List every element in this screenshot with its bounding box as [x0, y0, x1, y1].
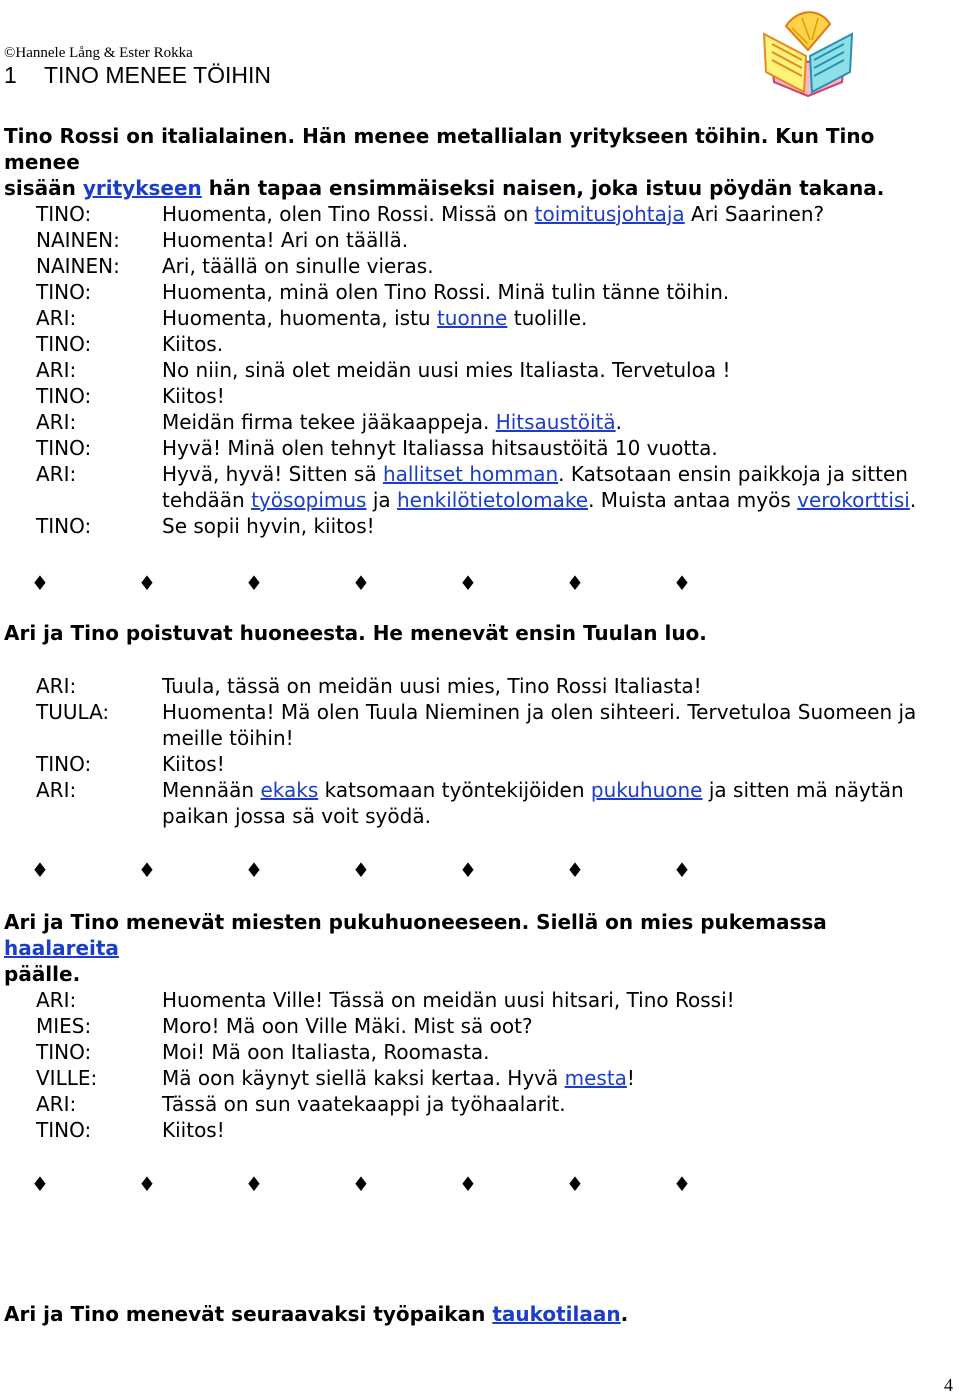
dialog-text [162, 987, 941, 1013]
dialog-line [36, 1117, 941, 1143]
dialog-text [162, 331, 941, 357]
dialog-line [36, 201, 941, 227]
dialog-text [162, 777, 941, 829]
dialog-text-segment: ja [366, 488, 397, 512]
speaker-label: TINO: [36, 514, 92, 538]
dialog-text-segment: Mennään [162, 778, 261, 802]
dialog-section-2 [36, 673, 941, 829]
vocab-link[interactable]: taukotilaan [492, 1302, 621, 1326]
dialog-text-segment: Huomenta, huomenta, istu [162, 306, 437, 330]
diamond-symbol: ♦ [566, 571, 584, 595]
intro-line-1: Tino Rossi on italialainen. Hän menee metallialan yritykseen töihin. Kun Tino menee [4, 124, 875, 174]
intro-paragraph [4, 123, 934, 201]
dialog-text [162, 409, 941, 435]
speaker-label: ARI: [36, 778, 77, 802]
dialog-text [162, 383, 941, 409]
dialog-text-segment: katsomaan työntekijöiden [318, 778, 591, 802]
diamond-symbol: ♦ [352, 1172, 370, 1196]
dialog-line [36, 777, 941, 829]
dialog-text [162, 461, 941, 513]
dialog-line [36, 279, 941, 305]
narration-3-text: Ari ja Tino menevät miesten pukuhuoneeseen. Siellä on mies pukemassa [4, 910, 827, 934]
dialog-text-segment: Hyvä, hyvä! Sitten sä [162, 462, 383, 486]
dialog-text-segment: Se sopii hyvin, kiitos! [162, 514, 375, 538]
vocab-link[interactable]: henkilötietolomake [397, 488, 589, 512]
dialog-text-segment: Huomenta! Ari on täällä. [162, 228, 409, 252]
speaker-label: TUULA: [36, 700, 110, 724]
vocab-link[interactable]: yritykseen [82, 176, 202, 200]
intro-line-2-end: hän tapaa ensimmäiseksi naisen, joka istuu pöydän takana. [201, 176, 885, 200]
speaker-label: ARI: [36, 358, 77, 382]
dialog-text-segment: ja sitten mä näytän paikan jossa sä voit syödä. [162, 778, 904, 828]
dialog-line [36, 357, 941, 383]
dialog-line [36, 699, 941, 751]
narration-2: Ari ja Tino poistuvat huoneesta. He menevät ensin Tuulan luo. [4, 621, 707, 645]
speaker-label: TINO: [36, 202, 92, 226]
dialog-text [162, 513, 941, 539]
speaker-label: ARI: [36, 306, 77, 330]
dialog-text-segment: Meidän firma tekee jääkaappeja. [162, 410, 496, 434]
speaker-label: ARI: [36, 674, 77, 698]
dialog-text [162, 1039, 941, 1065]
dialog-text-segment: Moro! Mä oon Ville Mäki. Mist sä oot? [162, 1014, 533, 1038]
diamond-symbol: ♦ [31, 571, 49, 595]
speaker-label: NAINEN: [36, 228, 120, 252]
dialog-line [36, 435, 941, 461]
dialog-text [162, 227, 941, 253]
dialog-text [162, 699, 941, 751]
speaker-label: TINO: [36, 436, 92, 460]
vocab-link[interactable]: haalareita [4, 936, 119, 960]
dialog-section-3 [36, 987, 941, 1143]
chapter-title-text: TINO MENEE TÖIHIN [44, 62, 272, 88]
speaker-label: TINO: [36, 752, 92, 776]
dialog-text-segment: . Katsotaan ensin paikkoja ja sitten tehdään [162, 462, 908, 512]
diamond-symbol: ♦ [352, 858, 370, 882]
vocab-link[interactable]: toimitusjohtaja [534, 202, 685, 226]
dialog-text-segment: Kiitos! [162, 752, 225, 776]
narration-4-end: . [620, 1302, 629, 1326]
dialog-text [162, 751, 941, 777]
diamond-symbol: ♦ [673, 571, 691, 595]
diamond-symbol: ♦ [31, 1172, 49, 1196]
dialog-line [36, 987, 941, 1013]
open-book-icon [758, 4, 858, 98]
dialog-line [36, 513, 941, 539]
chapter-title [4, 62, 271, 89]
dialog-line [36, 305, 941, 331]
dialog-line [36, 253, 941, 279]
narration-4-text: Ari ja Tino menevät seuraavaksi työpaikan [4, 1302, 493, 1326]
vocab-link[interactable]: hallitset homman [382, 462, 559, 486]
dialog-line [36, 409, 941, 435]
diamond-symbol: ♦ [673, 1172, 691, 1196]
dialog-line [36, 461, 941, 513]
dialog-text-segment: No niin, sinä olet meidän uusi mies Italiasta. Tervetuloa ! [162, 358, 731, 382]
diamond-symbol: ♦ [138, 1172, 156, 1196]
dialog-text [162, 279, 941, 305]
diamond-symbol: ♦ [566, 858, 584, 882]
dialog-text-segment: ! [626, 1066, 635, 1090]
dialog-text-segment: Hyvä! Minä olen tehnyt Italiassa hitsaustöitä 10 vuotta. [162, 436, 718, 460]
dialog-text [162, 1013, 941, 1039]
diamond-symbol: ♦ [31, 858, 49, 882]
narration-4 [4, 1301, 934, 1327]
diamond-symbol: ♦ [138, 858, 156, 882]
narration-3-end: päälle. [4, 962, 81, 986]
speaker-label: TINO: [36, 384, 92, 408]
dialog-text-segment: Kiitos! [162, 1118, 225, 1142]
vocab-link[interactable]: ekaks [260, 778, 319, 802]
speaker-label: TINO: [36, 332, 92, 356]
speaker-label: TINO: [36, 1118, 92, 1142]
vocab-link[interactable]: tuonne [436, 306, 508, 330]
diamond-symbol: ♦ [245, 1172, 263, 1196]
dialog-line [36, 227, 941, 253]
dialog-text-segment: Huomenta, minä olen Tino Rossi. Minä tulin tänne töihin. [162, 280, 730, 304]
dialog-text-segment: Kiitos! [162, 384, 225, 408]
diamond-symbol: ♦ [566, 1172, 584, 1196]
speaker-label: TINO: [36, 280, 92, 304]
dialog-text-segment: Tässä on sun vaatekaappi ja työhaalarit. [162, 1092, 566, 1116]
dialog-text-segment: Huomenta! Mä olen Tuula Nieminen ja olen sihteeri. Tervetuloa Suomeen ja meille töihin! [162, 700, 917, 750]
diamond-symbol: ♦ [138, 571, 156, 595]
dialog-text-segment: . [909, 488, 917, 512]
vocab-link[interactable]: pukuhuone [590, 778, 703, 802]
speaker-label: NAINEN: [36, 254, 120, 278]
dialog-text [162, 1117, 941, 1143]
dialog-text-segment: Tuula, tässä on meidän uusi mies, Tino Rossi Italiasta! [162, 674, 702, 698]
vocab-link[interactable]: mesta [564, 1066, 627, 1090]
dialog-line [36, 751, 941, 777]
speaker-label: VILLE: [36, 1066, 98, 1090]
dialog-text-segment: Mä oon käynyt siellä kaksi kertaa. Hyvä [162, 1066, 565, 1090]
diamond-symbol: ♦ [245, 858, 263, 882]
speaker-label: MIES: [36, 1014, 92, 1038]
dialog-text [162, 357, 941, 383]
diamond-symbol: ♦ [459, 571, 477, 595]
dialog-text-segment: Ari Saarinen? [684, 202, 825, 226]
vocab-link[interactable]: Hitsaustöitä [495, 410, 616, 434]
dialog-text [162, 1091, 941, 1117]
speaker-label: ARI: [36, 988, 77, 1012]
dialog-line [36, 383, 941, 409]
vocab-link[interactable]: työsopimus [251, 488, 367, 512]
dialog-text-segment: tuolille. [507, 306, 588, 330]
narration-3 [4, 909, 934, 987]
dialog-section-1 [36, 201, 941, 539]
diamond-symbol: ♦ [352, 571, 370, 595]
dialog-line [36, 673, 941, 699]
dialog-text-segment: Moi! Mä oon Italiasta, Roomasta. [162, 1040, 490, 1064]
page-number: 4 [944, 1375, 953, 1395]
dialog-text-segment: Ari, täällä on sinulle vieras. [162, 254, 434, 278]
dialog-line [36, 1039, 941, 1065]
chapter-number: 1 [4, 62, 17, 88]
dialog-line [36, 1013, 941, 1039]
diamond-symbol: ♦ [245, 571, 263, 595]
diamond-symbol: ♦ [673, 858, 691, 882]
intro-line-2: sisään [4, 176, 83, 200]
dialog-text [162, 305, 941, 331]
dialog-text-segment: . Muista antaa myös [588, 488, 798, 512]
dialog-text [162, 673, 941, 699]
speaker-label: ARI: [36, 410, 77, 434]
dialog-text [162, 201, 941, 227]
dialog-text [162, 253, 941, 279]
dialog-line [36, 331, 941, 357]
dialog-line [36, 1091, 941, 1117]
speaker-label: TINO: [36, 1040, 92, 1064]
dialog-text [162, 1065, 941, 1091]
dialog-text [162, 435, 941, 461]
speaker-label: ARI: [36, 462, 77, 486]
copyright-notice: ©Hannele Lång & Ester Rokka [4, 45, 193, 61]
dialog-text-segment: Huomenta, olen Tino Rossi. Missä on [162, 202, 535, 226]
diamond-symbol: ♦ [459, 858, 477, 882]
diamond-symbol: ♦ [459, 1172, 477, 1196]
vocab-link[interactable]: verokorttisi [797, 488, 910, 512]
dialog-text-segment: Huomenta Ville! Tässä on meidän uusi hitsari, Tino Rossi! [162, 988, 735, 1012]
dialog-text-segment: Kiitos. [162, 332, 224, 356]
dialog-text-segment: . [615, 410, 622, 434]
speaker-label: ARI: [36, 1092, 77, 1116]
dialog-line [36, 1065, 941, 1091]
